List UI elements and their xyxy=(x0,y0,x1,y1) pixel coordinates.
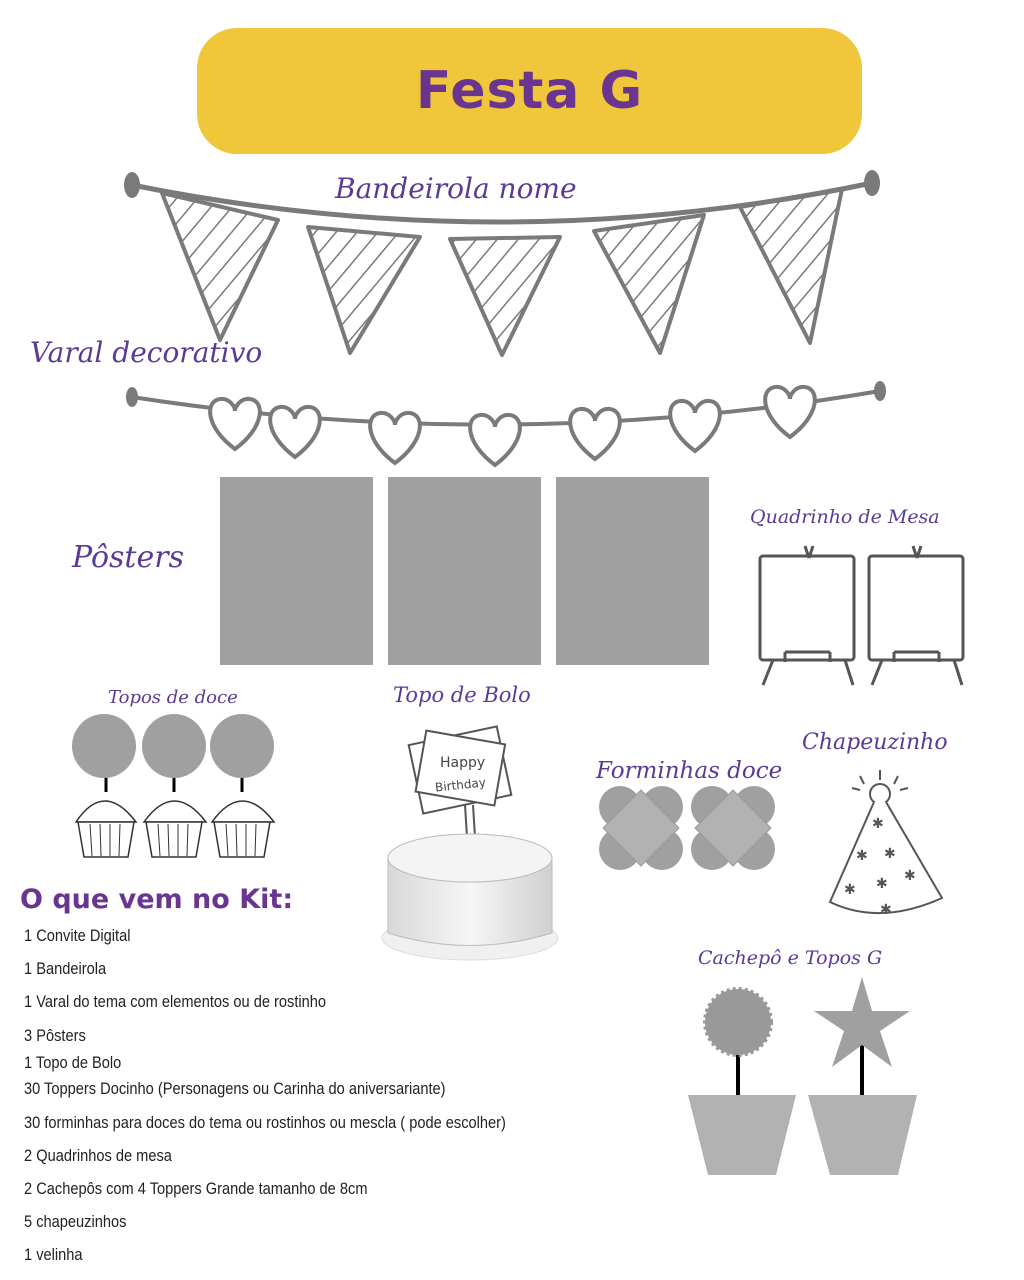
party-hat-icon xyxy=(820,768,950,920)
svg-text:✱: ✱ xyxy=(904,868,916,884)
varal-label: Varal decorativo xyxy=(30,336,263,369)
topper-line2: Birthday xyxy=(434,775,487,795)
flower-candy-cup-icon xyxy=(598,785,778,873)
svg-text:✱: ✱ xyxy=(872,816,884,832)
quadrinho-label: Quadrinho de Mesa xyxy=(750,506,940,528)
kit-item: 1 Varal do tema com elementos ou de rostinho xyxy=(24,992,327,1011)
title-banner xyxy=(197,28,862,154)
svg-text:✱: ✱ xyxy=(876,876,888,892)
topos-doce-label: Topos de doce xyxy=(108,687,238,708)
poster-placeholder-1 xyxy=(220,477,373,665)
svg-text:✱: ✱ xyxy=(884,846,896,862)
kit-item: 30 Toppers Docinho (Personagens ou Carinha do aniversariante) xyxy=(24,1079,446,1098)
cake-topper-icon xyxy=(395,715,535,840)
cachepo-label: Cachepô e Topos G xyxy=(698,947,883,969)
candy-topper-icon xyxy=(70,712,280,867)
kit-item: 1 Topo de Bolo xyxy=(24,1053,122,1072)
heart-garland-icon xyxy=(120,375,890,475)
svg-text:✱: ✱ xyxy=(844,882,856,898)
kit-item: 30 forminhas para doces do tema ou rostinhos ou mescla ( pode escolher) xyxy=(24,1113,506,1132)
kit-item: 2 Cachepôs com 4 Toppers Grande tamanho de 8cm xyxy=(24,1179,368,1198)
kit-item: 5 chapeuzinhos xyxy=(24,1212,127,1231)
scalloped-circle-icon xyxy=(705,989,771,1055)
kit-item: 3 Pôsters xyxy=(24,1026,86,1045)
easel-frame-icon xyxy=(755,540,965,690)
posters-label: Pôsters xyxy=(72,540,184,575)
svg-text:✱: ✱ xyxy=(856,848,868,864)
forminhas-label: Forminhas doce xyxy=(596,758,783,784)
poster-placeholder-2 xyxy=(388,477,541,665)
chapeuzinho-label: Chapeuzinho xyxy=(802,730,948,755)
kit-item: 1 Convite Digital xyxy=(24,926,131,945)
kit-item: 1 Bandeirola xyxy=(24,959,107,978)
topper-line1: Happy xyxy=(440,755,486,771)
bandeirola-label: Bandeirola nome xyxy=(335,172,577,205)
svg-text:✱: ✱ xyxy=(880,902,892,918)
page-title: Festa G xyxy=(415,61,644,121)
kit-item: 2 Quadrinhos de mesa xyxy=(24,1146,172,1165)
cake-icon xyxy=(380,828,560,968)
kit-item: 1 velinha xyxy=(24,1245,83,1264)
poster-placeholder-3 xyxy=(556,477,709,665)
topo-bolo-label: Topo de Bolo xyxy=(393,683,531,707)
cachepo-pot-icon xyxy=(688,975,923,1180)
kit-heading: O que vem no Kit: xyxy=(20,884,294,915)
